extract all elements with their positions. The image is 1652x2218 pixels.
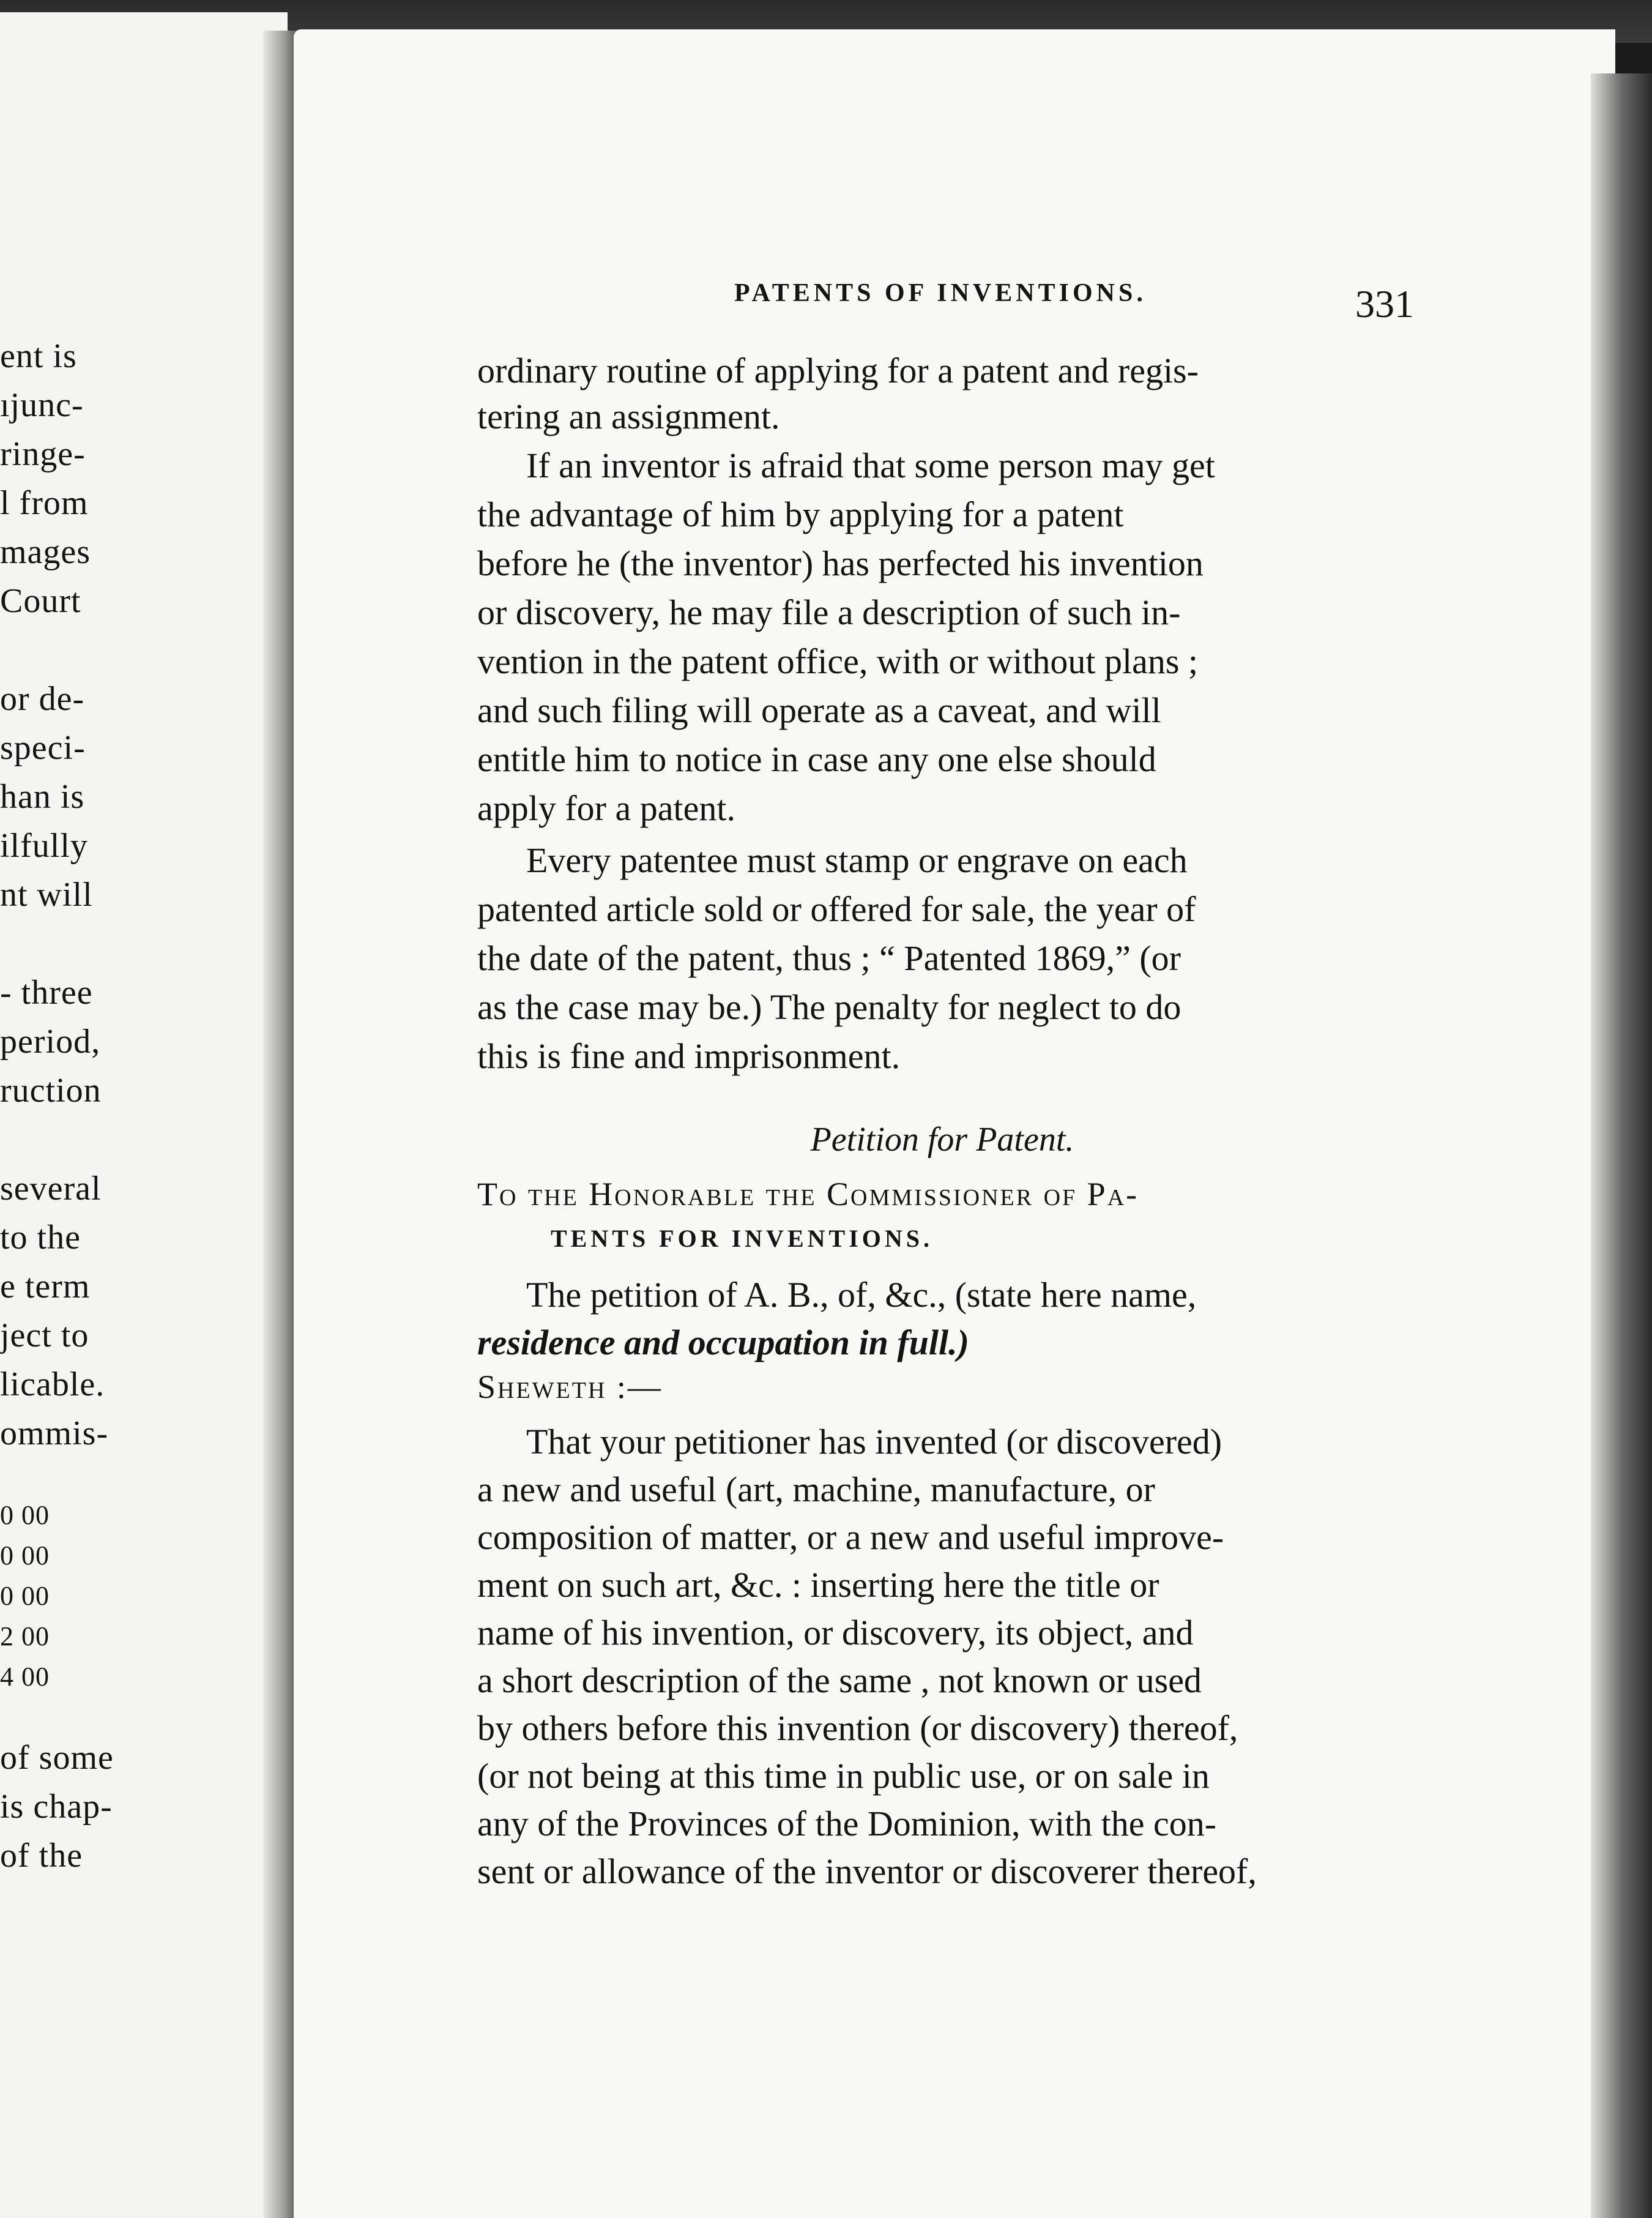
left-page-line: Court — [0, 582, 81, 620]
text-line: composition of matter, or a new and useful improve- — [477, 1517, 1224, 1557]
text-line: tering an assignment. — [477, 397, 780, 436]
text-line: and such filing will operate as a caveat, and will — [477, 690, 1161, 730]
text-line: residence and occupation in full.) — [477, 1323, 969, 1362]
text-line: That your petitioner has invented (or discovered) — [526, 1422, 1222, 1462]
left-page-line: ıjunc- — [0, 386, 84, 424]
left-page-line: to the — [0, 1219, 81, 1256]
text-line: ordinary routine of applying for a patent and regis- — [477, 351, 1199, 390]
left-page-line: or de- — [0, 680, 85, 718]
text-line: entitle him to notice in case any one else should — [477, 739, 1156, 779]
page-number: 331 — [1355, 282, 1414, 326]
left-page-line: ringe- — [0, 435, 86, 473]
left-page-number: 0 00 — [0, 1581, 50, 1611]
left-page-line: mages — [0, 533, 91, 571]
left-page-line: ruction — [0, 1072, 102, 1110]
text-line: a short description of the same , not known or used — [477, 1660, 1202, 1700]
left-page-line: e term — [0, 1268, 91, 1305]
running-head: PATENTS OF INVENTIONS. — [734, 279, 1147, 307]
text-line: before he (the inventor) has perfected his invention — [477, 543, 1204, 583]
page-edge — [1591, 73, 1652, 2218]
section-heading: Petition for Patent. — [810, 1121, 1074, 1159]
text-line: the date of the patent, thus ; “ Patented 1869,” (or — [477, 938, 1181, 978]
text-line: name of his invention, or discovery, its object, and — [477, 1613, 1194, 1652]
text-line: sent or allowance of the inventor or discoverer thereof, — [477, 1851, 1257, 1891]
left-page-line: nt will — [0, 876, 93, 914]
address-line: To the Honorable the Commissioner of Pa- — [477, 1176, 1139, 1212]
text-line: If an inventor is afraid that some person may get — [526, 446, 1215, 485]
left-page-line: ilfully — [0, 827, 88, 865]
left-page-number: 0 00 — [0, 1500, 50, 1530]
left-page-number: 4 00 — [0, 1662, 50, 1692]
text-line: (or not being at this time in public use, or on sale in — [477, 1756, 1210, 1796]
left-page-line: ent is — [0, 337, 77, 375]
left-page-line: speci- — [0, 729, 86, 767]
left-page-fragment — [0, 12, 288, 2218]
text-line: The petition of A. B., of, &c., (state here name, — [526, 1275, 1197, 1315]
text-line: by others before this invention (or discovery) thereof, — [477, 1708, 1238, 1748]
left-page-line: of the — [0, 1837, 83, 1875]
text-line: as the case may be.) The penalty for neglect to do — [477, 987, 1181, 1027]
text-line: ment on such art, &c. : inserting here the title or — [477, 1565, 1159, 1605]
left-page-line: period, — [0, 1023, 101, 1061]
text-line: a new and useful (art, machine, manufacture, or — [477, 1469, 1155, 1509]
left-page-line: of some — [0, 1739, 114, 1777]
left-page-line: licable. — [0, 1365, 105, 1403]
text-line: vention in the patent office, with or without plans ; — [477, 641, 1199, 681]
left-page-line: l from — [0, 484, 89, 522]
left-page-number: 2 00 — [0, 1621, 50, 1651]
left-page-line: ommis- — [0, 1414, 109, 1452]
sheweth-label: Sheweth :— — [477, 1369, 663, 1405]
text-line: apply for a patent. — [477, 788, 735, 828]
left-page-line: ject to — [0, 1316, 89, 1354]
left-page-line: - three — [0, 974, 93, 1012]
left-page-number: 0 00 — [0, 1540, 50, 1570]
text-line: Every patentee must stamp or engrave on each — [526, 840, 1188, 880]
text-line: any of the Provinces of the Dominion, with the con- — [477, 1804, 1217, 1843]
address-line: TENTS FOR INVENTIONS. — [551, 1225, 934, 1252]
left-page-line: han is — [0, 778, 85, 816]
left-page-line: several — [0, 1170, 102, 1208]
left-page-line: is chap- — [0, 1788, 113, 1826]
text-line: this is fine and imprisonment. — [477, 1036, 901, 1076]
text-line: or discovery, he may file a description of such in- — [477, 592, 1181, 632]
text-line: the advantage of him by applying for a patent — [477, 495, 1124, 534]
text-line: patented article sold or offered for sale, the year of — [477, 889, 1196, 929]
